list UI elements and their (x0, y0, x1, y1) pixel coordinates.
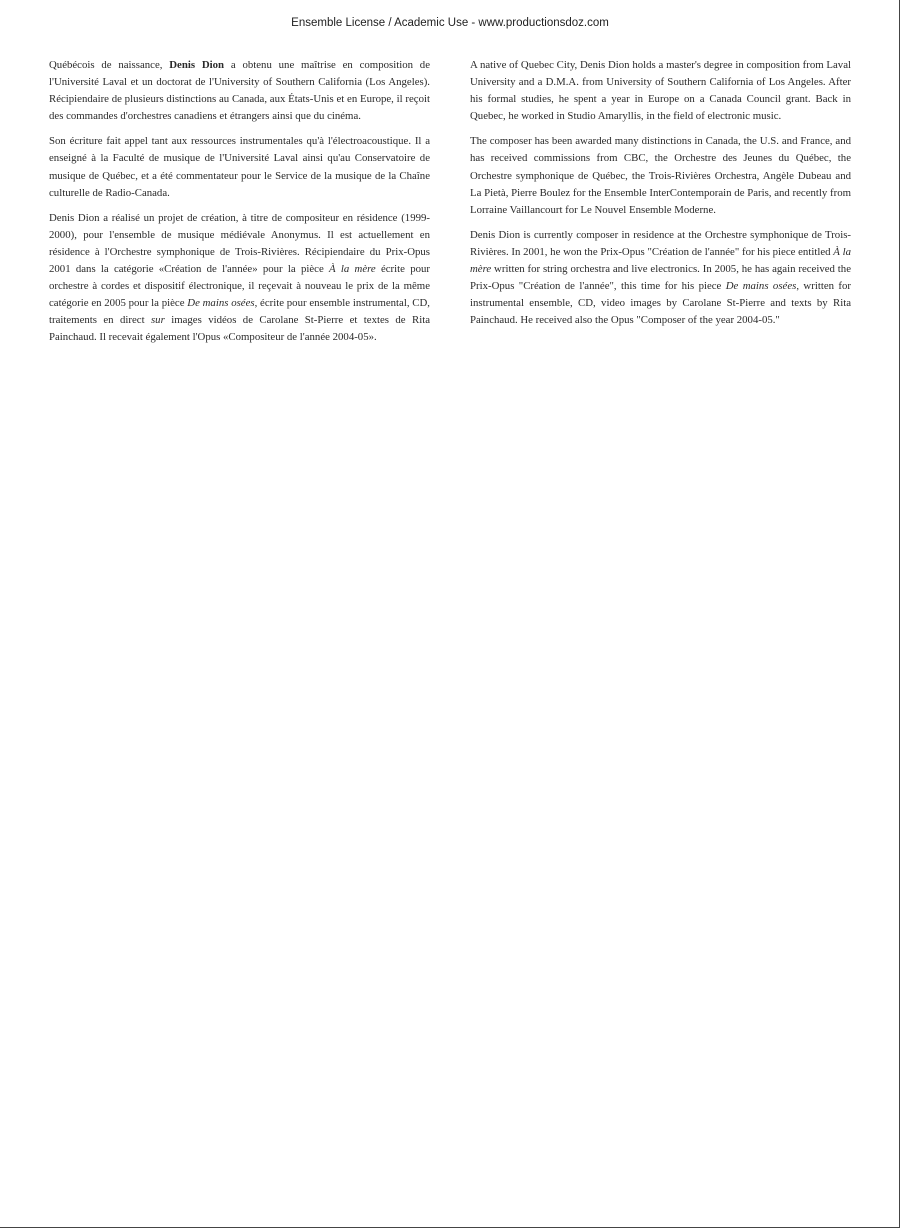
french-p3-a: Denis Dion a réalisé un projet de création, à titre de compositeur en résidence (1999-2000), pour l'ensemble de musique médiévale Anonymus. Il est actuellement en résidence à l'Orchestre symphonique de Trois-Rivières. Récipiendaire du Prix-Opus 2001 dans la catégorie «Création de l'année» pour la pièce (49, 211, 430, 276)
composer-name: Denis Dion (169, 59, 225, 71)
french-paragraph-2: Son écriture fait appel tant aux ressources instrumentales qu'à l'électroacoustique. Il a enseigné à la Faculté de musique de l'Université Laval ainsi qu'au Conservatoire de musique de Québec, et a été commentateur pour le Service de la musique de la Chaîne culturelle de Radio-Canada. (49, 135, 430, 199)
french-biography-column (49, 57, 430, 355)
english-biography-column (470, 57, 851, 337)
french-paragraph-1 (49, 57, 430, 125)
english-p3-c: , written for instrumental ensemble, CD, video images by Carolane St-Pierre and texts by Rita Painchaud. He received also the Opus "Composer of the year 2004-05." (470, 280, 851, 327)
french-p1-rest: a obtenu une maîtrise en composition de l'Université Laval et un doctorat de l'University of Southern California (Los Angeles). Récipiendaire de plusieurs distinctions au Canada, aux États-Unis et en Europe, il reçoit des commandes d'orchestres canadiens et étrangers ainsi que du cinéma. (49, 59, 430, 123)
french-p3-sur: sur (150, 314, 165, 327)
english-p3-a: Denis Dion is currently composer in residence at the Orchestre symphonique de Trois-Rivières. In 2001, he won the Prix-Opus "Création de l'année" for his piece entitled (470, 228, 851, 258)
english-p3-b: written for string orchestra and live electronics. In 2005, he has again received the Prix-Opus "Création de l'année", this time for his piece (470, 263, 851, 293)
french-p1-lead: Québécois de naissance, (49, 59, 170, 71)
license-header: Ensemble License / Academic Use - www.productionsdoz.com (291, 17, 609, 29)
english-paragraph-1: A native of Quebec City, Denis Dion holds a master's degree in composition from Laval University and a D.M.A. from University of Southern California of Los Angeles. After his formal studies, he spent a year in Europe on a Canada Council grant. Back in Quebec, he worked in Studio Amaryllis, in the field of electronic music. (470, 59, 851, 123)
english-paragraph-2: The composer has been awarded many distinctions in Canada, the U.S. and France, and has received commissions from CBC, the Orchestre des Jeunes du Québec, the Orchestre symphonique de Québec, the Trois-Rivières Orchestra, Angèle Dubeau and La Pietà, Pierre Boulez for the Ensemble InterContemporain de Paris, and recently from Lorraine Vaillancourt for Le Nouvel Ensemble Moderne. (470, 135, 851, 216)
french-work-title-2: De mains osées (187, 297, 255, 310)
french-p3-d: images vidéos de Carolane St-Pierre et textes de Rita Painchaud. Il recevait également l'Opus «Compositeur de l'année 2004-05». (49, 314, 430, 344)
english-work-title-2: De mains osées (725, 280, 797, 293)
french-p3-c: , écrite pour ensemble instrumental, CD, traitements en direct (49, 297, 430, 327)
english-paragraph-3 (470, 227, 851, 330)
french-paragraph-3 (49, 210, 430, 347)
french-p3-b: écrite pour orchestre à cordes et dispositif électronique, il reçevait à nouveau le prix de la même catégorie en 2005 pour la pièce (49, 263, 430, 310)
french-work-title-1: À la mère (329, 263, 376, 276)
english-work-title-1: À la mère (470, 245, 851, 276)
